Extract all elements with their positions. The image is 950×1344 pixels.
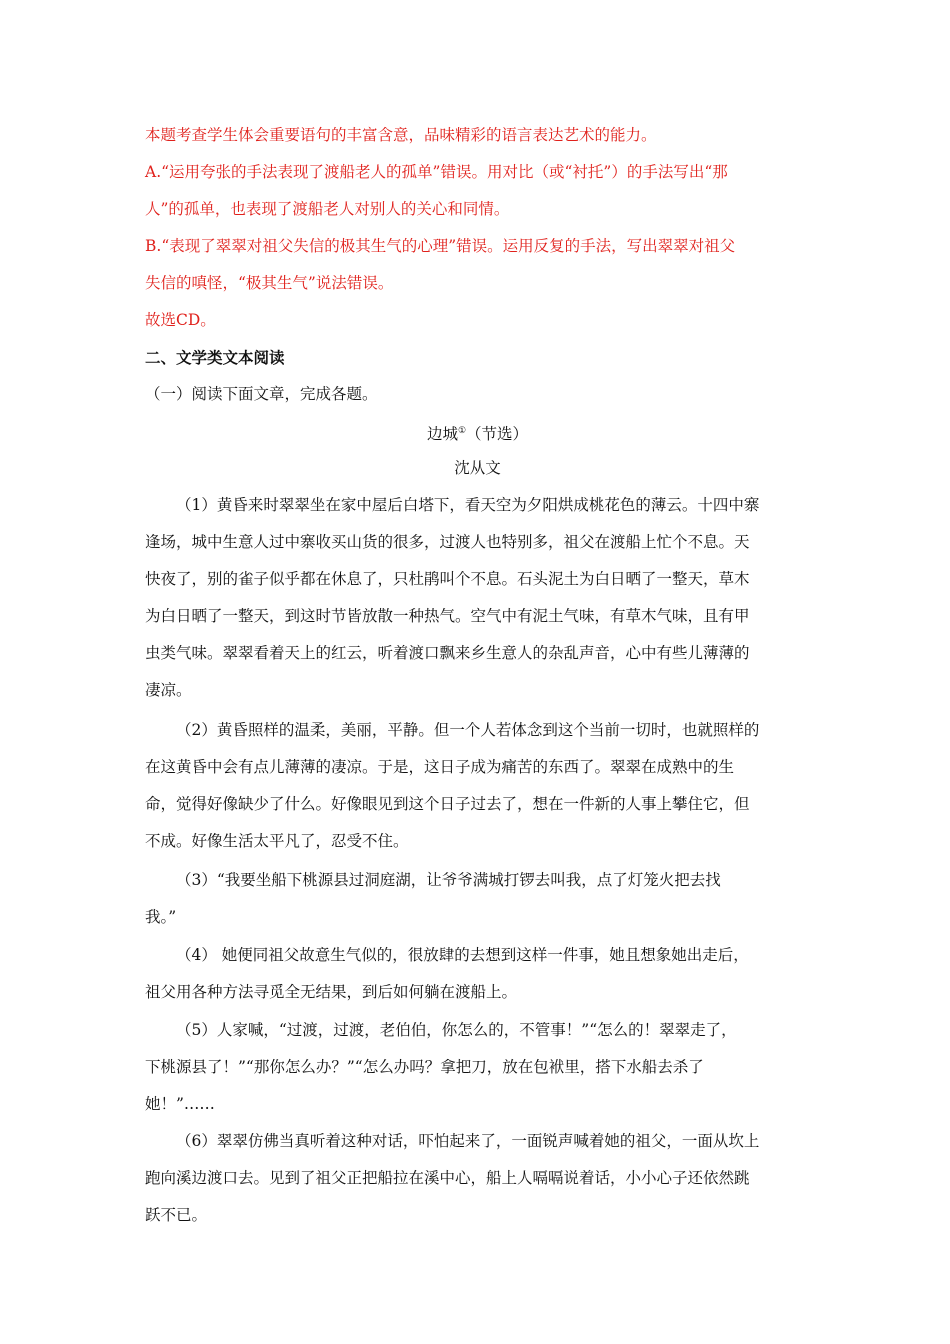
paragraph-line: 在这黄昏中会有点儿薄薄的凄凉。于是，这日子成为痛苦的东西了。翠翠在成熟中的生 <box>145 758 735 776</box>
paragraph-6 <box>145 1123 810 1234</box>
paragraph-line: （2）黄昏照样的温柔，美丽，平静。但一个人若体念到这个当前一切时，也就照样的 <box>176 721 760 739</box>
paragraph-line: 命，觉得好像缺少了什么。好像眼见到这个日子过去了，想在一件新的人事上攀住它，但 <box>145 795 750 813</box>
paragraph-line: 凄凉。 <box>145 681 192 699</box>
paragraph-line: 我。” <box>145 908 177 926</box>
paragraph-2 <box>145 712 810 860</box>
article-title <box>145 413 810 450</box>
paragraph-line: 她！”…… <box>145 1095 215 1113</box>
section-instruction <box>145 376 810 413</box>
instruction-text: （一）阅读下面文章，完成各题。 <box>145 385 378 403</box>
paragraph-line: 跃不已。 <box>145 1206 208 1224</box>
paragraph-line: 快夜了，别的雀子似乎都在休息了，只杜鹃叫个不息。石头泥土为白日晒了一整天，草木 <box>145 570 750 588</box>
paragraph-line: 逢场，城中生意人过中寨收买山货的很多，过渡人也特别多，祖父在渡船上忙个不息。天 <box>145 533 750 551</box>
paragraph-line: （5）人家喊，“过渡，过渡，老伯伯，你怎么的，不管事！”“怎么的！翠翠走了， <box>176 1021 737 1039</box>
section-title-text: 二、文学类文本阅读 <box>145 348 285 367</box>
paragraph-line: （4） 她便同祖父故意生气似的，很放肆的去想到这样一件事，她且想象她出走后， <box>176 946 749 964</box>
analysis-line: 失信的嗔怪，“极其生气”说法错误。 <box>145 274 394 292</box>
paragraph-4 <box>145 937 810 1011</box>
analysis-line: 本题考查学生体会重要语句的丰富含意，品味精彩的语言表达艺术的能力。 <box>145 126 657 144</box>
paragraph-line: 虫类气味。翠翠看着天上的红云，听着渡口飘来乡生意人的杂乱声音，心中有些儿薄薄的 <box>145 644 750 662</box>
analysis-line: B.“表现了翠翠对祖父失信的极其生气的心理”错误。运用反复的手法，写出翠翠对祖父 <box>145 237 736 255</box>
article-title-suffix: （节选） <box>466 425 529 444</box>
paragraph-line: （3）“我要坐船下桃源县过洞庭湖，让爷爷满城打锣去叫我，点了灯笼火把去找 <box>176 871 721 889</box>
section-heading <box>145 339 810 376</box>
author-name: 沈从文 <box>454 459 501 477</box>
paragraph-1 <box>145 487 810 709</box>
paragraph-line: （6）翠翠仿佛当真听着这种对话，吓怕起来了，一面锐声喊着她的祖父，一面从坎上 <box>176 1132 760 1150</box>
paragraph-line: 跑向溪边渡口去。见到了祖父正把船拉在溪中心，船上人嗝嗝说着话，小小心子还依然跳 <box>145 1169 750 1187</box>
paragraph-3 <box>145 862 810 936</box>
paragraph-line: （1）黄昏来时翠翠坐在家中屋后白塔下，看天空为夕阳烘成桃花色的薄云。十四中寨 <box>176 496 760 514</box>
paragraph-line: 不成。好像生活太平凡了，忍受不住。 <box>145 832 409 850</box>
paragraph-line: 下桃源县了！”“那你怎么办？”“怎么办吗？拿把刀，放在包袱里，搭下水船去杀了 <box>145 1058 704 1076</box>
analysis-line: 人”的孤单，也表现了渡船老人对别人的关心和同情。 <box>145 200 510 218</box>
analysis-line: A.“运用夸张的手法表现了渡船老人的孤单”错误。用对比（或“衬托”）的手法写出“那 <box>145 163 728 181</box>
article-title-text: 边城 <box>426 425 458 444</box>
paragraph-line: 祖父用各种方法寻觅全无结果，到后如何躺在渡船上。 <box>145 983 518 1001</box>
analysis-line: 故选CD。 <box>145 311 216 329</box>
answer-analysis <box>145 117 810 339</box>
article-author <box>145 450 810 487</box>
paragraph-5 <box>145 1012 810 1123</box>
footnote-mark: ① <box>457 426 467 436</box>
paragraph-line: 为白日晒了一整天，到这时节皆放散一种热气。空气中有泥土气味，有草木气味，且有甲 <box>145 607 750 625</box>
